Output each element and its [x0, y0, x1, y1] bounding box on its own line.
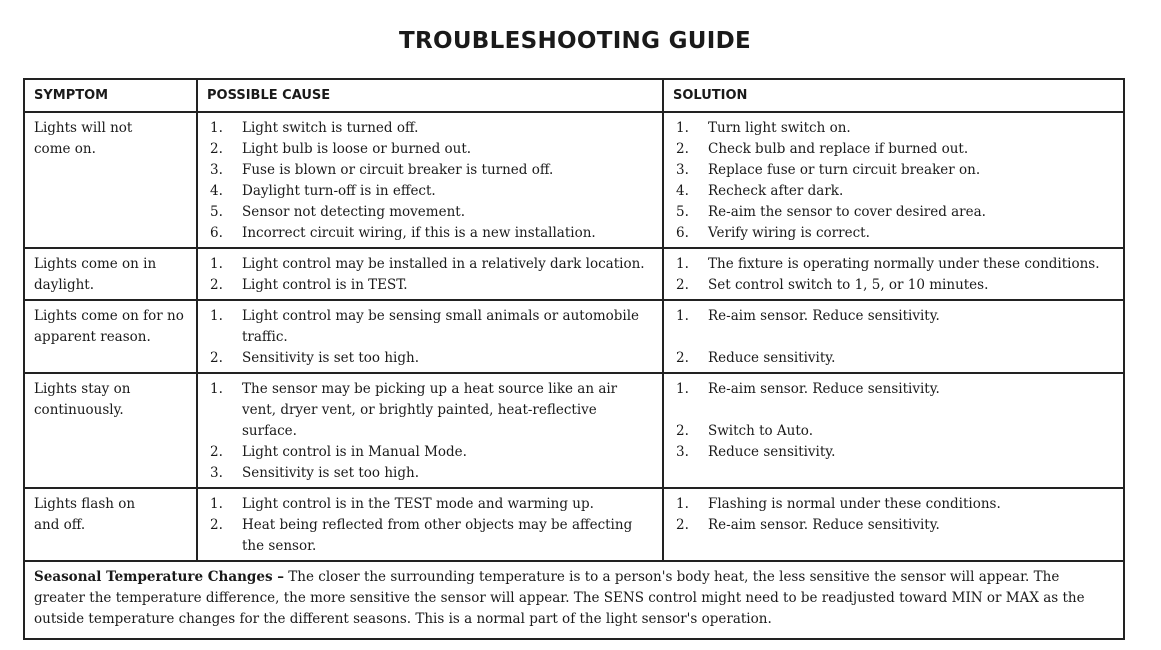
item-number: 6. [210, 225, 223, 241]
item-text: Sensor not detecting movement. [242, 204, 465, 220]
list-item [207, 348, 653, 369]
list-item [207, 515, 653, 557]
note-text: The closer the surrounding temperature is to a person's body heat, the less sensitive the sensor will appear. The greater the temperature difference, the more sensitive the sensor will appear. The SENS control might need to be readjusted toward MIN or MAX as the outside temperature changes for the different seasons. This is a normal part of the light sensor's operation. [34, 569, 1085, 627]
symptom-text: Lights flash on and off. [34, 496, 136, 533]
item-number: 2. [210, 277, 223, 293]
list-item [673, 181, 1114, 202]
list-item [673, 223, 1114, 244]
item-text: Daylight turn-off is in effect. [242, 183, 436, 199]
solution-list [673, 379, 1114, 463]
item-number: 3. [676, 162, 689, 178]
symptom-cell [25, 300, 197, 373]
list-item [673, 442, 1114, 463]
item-text: Light control may be sensing small animals or automobile traffic. [242, 308, 640, 345]
item-text: Light control is in Manual Mode. [242, 444, 467, 460]
item-text: Sensitivity is set too high. [242, 350, 419, 366]
table-row [25, 248, 1123, 300]
item-text: Sensitivity is set too high. [242, 465, 419, 481]
list-item [673, 139, 1114, 160]
list-item [673, 118, 1114, 139]
item-text: Reduce sensitivity. [708, 350, 836, 366]
list-item [207, 160, 653, 181]
solution-cell [663, 248, 1123, 300]
solution-cell [663, 300, 1123, 373]
item-text: Light bulb is loose or burned out. [242, 141, 472, 157]
item-text: Heat being reflected from other objects may be affecting the sensor. [242, 517, 633, 554]
item-text: Re-aim sensor. Reduce sensitivity. [708, 517, 940, 533]
item-number: 2. [210, 350, 223, 366]
item-text: The sensor may be picking up a heat source like an air vent, dryer vent, or brightly painted, heat-reflective surface. [242, 381, 618, 439]
symptom-text: Lights come on in daylight. [34, 256, 157, 293]
table-row [25, 373, 1123, 488]
item-number: 3. [210, 162, 223, 178]
symptom-text: Lights come on for no apparent reason. [34, 308, 184, 345]
item-text: Turn light switch on. [708, 120, 851, 136]
cause-list [207, 494, 653, 557]
cause-list [207, 254, 653, 296]
item-number: 6. [676, 225, 689, 241]
item-number: 5. [210, 204, 223, 220]
item-number: 1. [676, 256, 689, 272]
item-number: 1. [676, 381, 689, 397]
item-text: Verify wiring is correct. [708, 225, 870, 241]
symptom-cell [25, 373, 197, 488]
item-text: The fixture is operating normally under these conditions. [708, 256, 1100, 272]
item-text: Light switch is turned off. [242, 120, 419, 136]
list-item [207, 494, 653, 515]
item-number: 1. [210, 256, 223, 272]
list-item [207, 202, 653, 223]
item-number: 2. [210, 141, 223, 157]
symptom-cell [25, 248, 197, 300]
list-item [673, 348, 1114, 369]
troubleshooting-table [25, 80, 1123, 562]
item-number: 4. [210, 183, 223, 199]
table-row [25, 112, 1123, 248]
list-item [207, 463, 653, 484]
item-text: Light control is in TEST. [242, 277, 408, 293]
item-text: Switch to Auto. [708, 423, 813, 439]
cause-cell [197, 112, 663, 248]
item-number: 1. [210, 381, 223, 397]
item-number: 2. [676, 517, 689, 533]
list-item [673, 379, 1114, 400]
item-number: 2. [676, 141, 689, 157]
list-item [207, 118, 653, 139]
solution-cell [663, 373, 1123, 488]
header-solution: SOLUTION [663, 80, 1123, 112]
item-number: 3. [676, 444, 689, 460]
list-item [207, 379, 653, 442]
item-text: Recheck after dark. [708, 183, 844, 199]
cause-list [207, 306, 653, 369]
item-number: 1. [210, 120, 223, 136]
solution-cell [663, 488, 1123, 561]
list-item [673, 202, 1114, 223]
item-text: Re-aim the sensor to cover desired area. [708, 204, 986, 220]
cause-list [207, 379, 653, 484]
list-item [207, 181, 653, 202]
table-row [25, 488, 1123, 561]
item-number: 5. [676, 204, 689, 220]
item-number: 2. [210, 517, 223, 533]
cause-list [207, 118, 653, 244]
item-number: 2. [676, 350, 689, 366]
header-row [25, 80, 1123, 112]
item-text: Check bulb and replace if burned out. [708, 141, 969, 157]
list-item [207, 306, 653, 348]
item-text: Re-aim sensor. Reduce sensitivity. [708, 308, 940, 324]
item-number: 3. [210, 465, 223, 481]
symptom-cell [25, 112, 197, 248]
item-number: 4. [676, 183, 689, 199]
item-number: 1. [676, 496, 689, 512]
item-number: 2. [676, 277, 689, 293]
list-item [673, 306, 1114, 327]
solution-list [673, 118, 1114, 244]
item-number: 2. [210, 444, 223, 460]
list-item [207, 254, 653, 275]
list-item [673, 160, 1114, 181]
item-text: Reduce sensitivity. [708, 444, 836, 460]
item-number: 1. [210, 496, 223, 512]
item-number: 2. [676, 423, 689, 439]
item-text: Light control may be installed in a relatively dark location. [242, 256, 645, 272]
symptom-text: Lights will not come on. [34, 120, 133, 157]
cause-cell [197, 248, 663, 300]
header-possible-cause: POSSIBLE CAUSE [197, 80, 663, 112]
item-text: Light control is in the TEST mode and warming up. [242, 496, 594, 512]
item-text: Re-aim sensor. Reduce sensitivity. [708, 381, 940, 397]
table-row [25, 300, 1123, 373]
item-text: Incorrect circuit wiring, if this is a new installation. [242, 225, 596, 241]
list-item [207, 275, 653, 296]
item-text: Set control switch to 1, 5, or 10 minutes. [708, 277, 989, 293]
list-item [673, 515, 1114, 536]
page-title: TROUBLESHOOTING GUIDE [398, 28, 752, 54]
list-item [673, 275, 1114, 296]
list-item [673, 494, 1114, 515]
solution-list [673, 254, 1114, 296]
list-item [207, 442, 653, 463]
item-number: 1. [210, 308, 223, 324]
seasonal-note [34, 567, 1114, 630]
symptom-cell [25, 488, 197, 561]
item-text: Replace fuse or turn circuit breaker on. [708, 162, 981, 178]
list-item [673, 421, 1114, 442]
item-number: 1. [676, 308, 689, 324]
list-item [673, 254, 1114, 275]
cause-cell [197, 300, 663, 373]
note-heading: Seasonal Temperature Changes – [34, 569, 284, 585]
solution-list [673, 494, 1114, 536]
cause-cell [197, 488, 663, 561]
list-item [207, 139, 653, 160]
item-text: Fuse is blown or circuit breaker is turned off. [242, 162, 554, 178]
cause-cell [197, 373, 663, 488]
header-symptom: SYMPTOM [25, 80, 197, 112]
solution-list [673, 306, 1114, 369]
symptom-text: Lights stay on continuously. [34, 381, 131, 418]
item-number: 1. [676, 120, 689, 136]
solution-cell [663, 112, 1123, 248]
item-text: Flashing is normal under these conditions. [708, 496, 1001, 512]
list-item [207, 223, 653, 244]
